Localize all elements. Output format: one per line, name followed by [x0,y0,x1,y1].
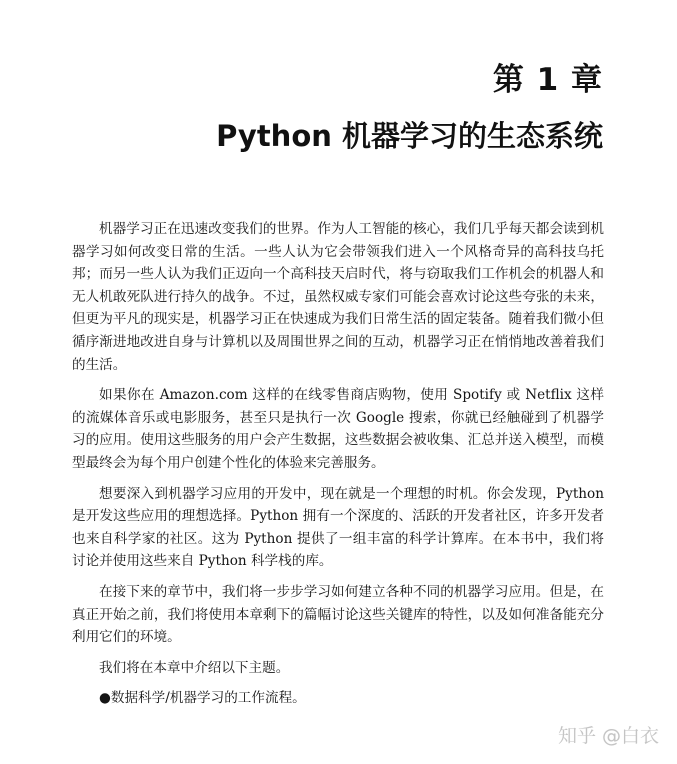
paragraph-intro: 机器学习正在迅速改变我们的世界。作为人工智能的核心，我们几乎每天都会读到机器学习如何改变日常的生活。一些人认为它会带领我们进入一个风格奇异的高科技乌托邦；而另一些人认为我们正迈向一个高科技天启时代，将与窃取我们工作机会的机器人和无人机敢死队进行持久的战争。不过，虽然权威专家们可能会喜欢讨论这些夸张的未来，但更为平凡的现实是，机器学习正在快速成为我们日常生活的固定装备。随着我们微小但循序渐进地改进自身与计算机以及周围世界之间的互动，机器学习正在悄悄地改善着我们的生活。 [72,221,604,373]
bullet-item: ●数据科学/机器学习的工作流程。 [99,690,306,707]
chapter-body [72,218,604,718]
chapter-number: 第 1 章 [492,62,603,98]
zhihu-watermark: 知乎 @白衣 [557,725,659,747]
paragraph-services: 如果你在 Amazon.com 这样的在线零售商店购物，使用 Spotify 或 Netflix 这样的流媒体音乐或电影服务，甚至只是执行一次 Google 搜索，你就已经触碰到了机器学习的应用。使用这些服务的用户会产生数据，这些数据会被收集、汇总并送入模型，而模型最终会为每个用户创建个性化的体验来完善服务。 [72,387,604,471]
paragraph-python: 想要深入到机器学习应用的开发中，现在就是一个理想的时机。你会发现，Python 是开发这些应用的理想选择。Python 拥有一个深度的、活跃的开发者社区，许多开发者也来自科学家的社区。这为 Python 提供了一组丰富的科学计算库。在本书中，我们将讨论并使用这些来自 Python 科学栈的库。 [72,485,604,570]
paragraph-next-chapters: 在接下来的章节中，我们将一步步学习如何建立各种不同的机器学习应用。但是，在真正开始之前，我们将使用本章剩下的篇幅讨论这些关键库的特性，以及如何准备能充分利用它们的环境。 [72,583,604,646]
chapter-title: Python 机器学习的生态系统 [216,119,603,153]
paragraph-topics-intro: 我们将在本章中介绍以下主题。 [99,659,290,676]
